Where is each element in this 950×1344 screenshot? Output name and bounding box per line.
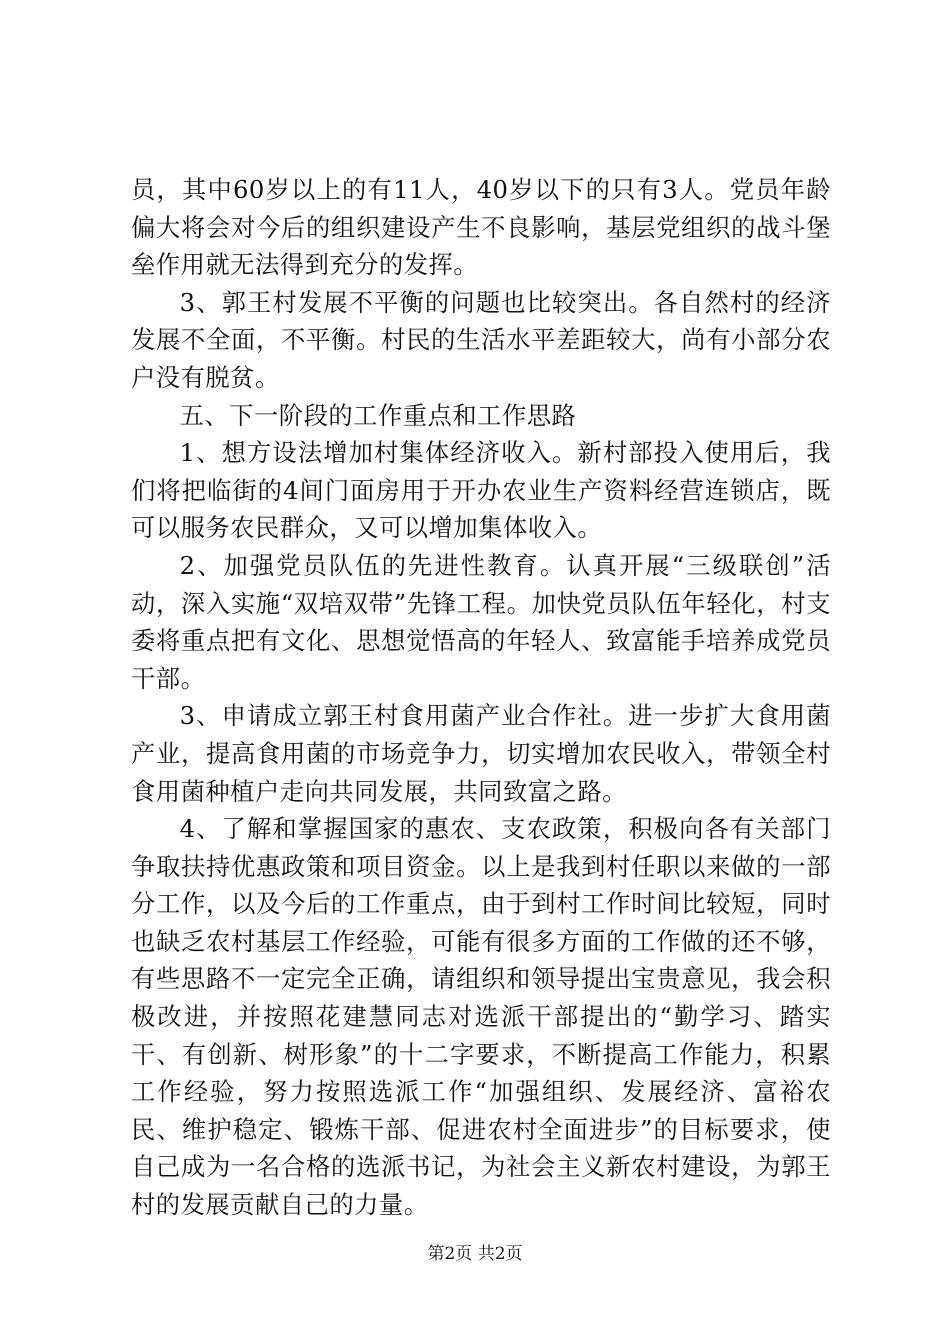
paragraph: 2、加强党员队伍的先进性教育。认真开展“三级联创”活动，深入实施“双培双带”先锋工程。加快党员队伍年轻化，村支委将重点把有文化、思想觉悟高的年轻人、致富能手培养成党员干部。 <box>131 550 831 693</box>
paragraph: 1、想方设法增加村集体经济收入。新村部投入使用后，我们将把临街的4间门面房用于开办农业生产资料经营连锁店，既可以服务农民群众，又可以增加集体收入。 <box>131 438 831 543</box>
paragraph: 员，其中60岁以上的有11人，40岁以下的只有3人。党员年龄偏大将会对今后的组织建设产生不良影响，基层党组织的战斗堡垒作用就无法得到充分的发挥。 <box>131 175 831 280</box>
paragraph: 3、申请成立郭王村食用菌产业合作社。进一步扩大食用菌产业，提高食用菌的市场竞争力，切实增加农民收入，带领全村食用菌种植户走向共同发展，共同致富之路。 <box>131 701 831 806</box>
section-heading: 五、下一阶段的工作重点和工作思路 <box>179 400 577 430</box>
paragraph: 3、郭王村发展不平衡的问题也比较突出。各自然村的经济发展不全面，不平衡。村民的生活水平差距较大，尚有小部分农户没有脱贫。 <box>131 287 831 392</box>
page-number-footer: 第2页 共2页 <box>427 1244 523 1264</box>
paragraph: 4、了解和掌握国家的惠农、支农政策，积极向各有关部门争取扶持优惠政策和项目资金。以上是我到村任职以来做的一部分工作，以及今后的工作重点，由于到村工作时间比较短，同时也缺乏农村基层工作经验，可能有很多方面的工作做的还不够，有些思路不一定完全正确，请组织和领导提出宝贵意见，我会积极改进，并按照花建慧同志对选派干部提出的“勤学习、踏实干、有创新、树形象”的十二字要求，不断提高工作能力，积累工作经验，努力按照选派工作“加强组织、发展经济、富裕农民、维护稳定、锻炼干部、促进农村全面进步”的目标要求，使自己成为一名合格的选派书记，为社会主义新农村建设，为郭王村的发展贡献自己的力量。 <box>131 814 831 1220</box>
document-body <box>131 171 831 1224</box>
